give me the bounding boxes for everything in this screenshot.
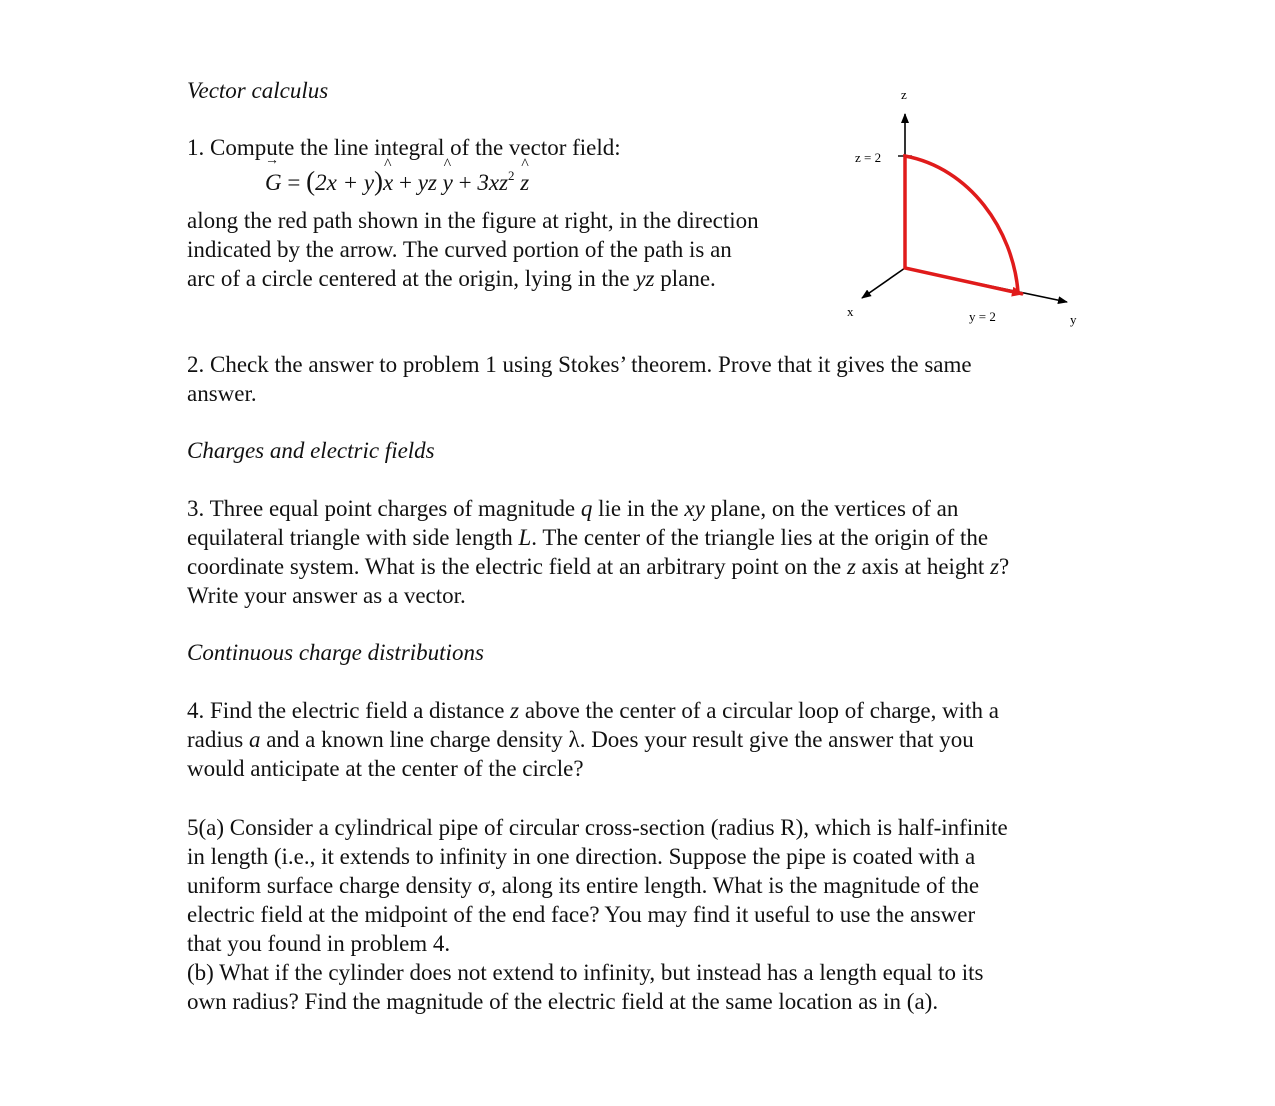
problem-1-line: along the red path shown in the figure at right, in the direction — [187, 208, 759, 233]
y-tick-label: y = 2 — [969, 309, 996, 324]
z-tick-label: z = 2 — [855, 150, 882, 165]
problem-1-text — [187, 206, 827, 293]
x-hat: x ^ — [383, 170, 393, 196]
problem-1-line: arc of a circle centered at the origin, lying in the yz plane. — [187, 266, 716, 291]
problem-3-line: Write your answer as a vector. — [187, 583, 466, 608]
term-3: 3xz — [477, 170, 509, 195]
y-axis-label: y — [1070, 312, 1077, 327]
red-path — [905, 156, 1023, 294]
problem-3-line: 3. Three equal point charges of magnitude q lie in the xy plane, on the vertices of an — [187, 496, 959, 521]
problem-4-line: 4. Find the electric field a distance z above the center of a circular loop of charge, with a — [187, 698, 999, 723]
problem-5-line: uniform surface charge density σ, along its entire length. What is the magnitude of the — [187, 873, 980, 898]
x-axis — [862, 268, 905, 298]
problem-3-line: equilateral triangle with side length L. The center of the triangle lies at the origin of the — [187, 525, 989, 550]
problem-2-line: answer. — [187, 381, 257, 406]
problem-1-intro: 1. Compute the line integral of the vector field: — [187, 135, 621, 160]
exponent: 2 — [508, 168, 515, 183]
problem-4-line: would anticipate at the center of the circle? — [187, 756, 584, 781]
path-figure — [835, 80, 1095, 335]
x-axis-label: x — [847, 304, 854, 319]
problem-5-line: electric field at the midpoint of the end face? You may find it useful to use the answer — [187, 902, 976, 927]
problem-5-line: (b) What if the cylinder does not extend to infinity, but instead has a length equal to its — [187, 960, 984, 985]
term-2: yz — [417, 170, 437, 195]
problem-2-line: 2. Check the answer to problem 1 using Stokes’ theorem. Prove that it gives the same — [187, 352, 972, 377]
heading-continuous: Continuous charge distributions — [187, 640, 484, 665]
problem-3 — [187, 494, 1087, 610]
problem-5-line: own radius? Find the magnitude of the electric field at the same location as in (a). — [187, 989, 939, 1014]
problem-5-line: that you found in problem 4. — [187, 931, 451, 956]
y-hat: y ^ — [443, 170, 453, 196]
problem-5 — [187, 813, 1087, 1016]
problem-4-line: radius a and a known line charge density λ. Does your result give the answer that you — [187, 727, 974, 752]
heading-vector-calculus: Vector calculus — [187, 78, 329, 103]
term-1: 2x + y — [315, 170, 375, 195]
problem-4 — [187, 696, 1087, 783]
problem-2 — [187, 350, 1087, 408]
vector-field-equation: G → = (2x + y)x ^ + yz y ^ + $3xz^2$ z ^ — [265, 166, 529, 197]
problem-5-line: 5(a) Consider a cylindrical pipe of circular cross-section (radius R), which is half-infinite — [187, 815, 1008, 840]
problem-5-line: in length (i.e., it extends to infinity in one direction. Suppose the pipe is coated with a — [187, 844, 976, 869]
heading-charges-fields: Charges and electric fields — [187, 438, 435, 463]
problem-1-line: indicated by the arrow. The curved portion of the path is an — [187, 237, 732, 262]
problem-3-line: coordinate system. What is the electric field at an arbitrary point on the z axis at height z? — [187, 554, 1010, 579]
g-vector: G → — [265, 170, 282, 196]
z-axis-label: z — [901, 87, 907, 102]
z-hat: z ^ — [520, 170, 529, 196]
